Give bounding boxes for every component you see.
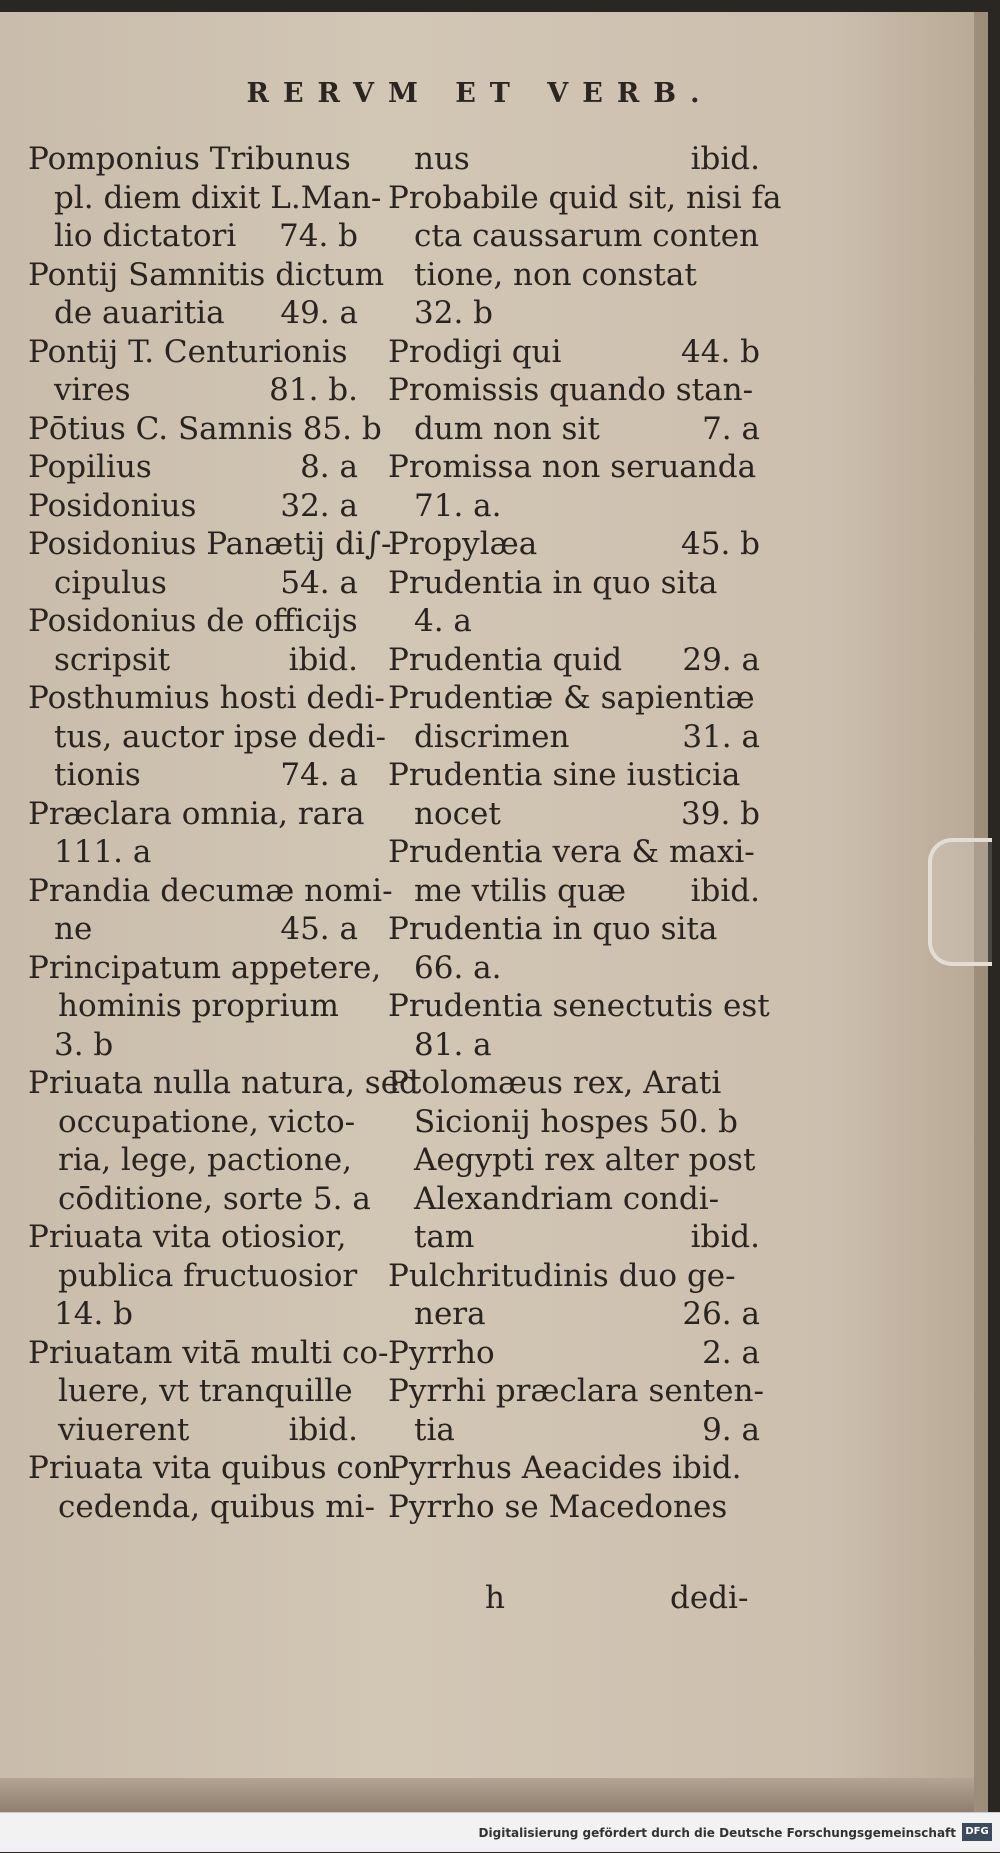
entry-text: Prudentia in quo sita (388, 564, 718, 601)
entry-text: Pontij T. Centurionis (28, 333, 348, 370)
entry-text: 81. a (414, 1026, 492, 1063)
index-entry (28, 294, 358, 333)
entry-text: Propylæa (388, 526, 538, 562)
index-entry (28, 1141, 358, 1180)
index-entry (388, 1064, 760, 1103)
index-entry (388, 448, 760, 487)
index-entry (28, 987, 358, 1026)
entry-text: Promissis quando stan- (388, 372, 754, 408)
index-entry (28, 602, 358, 641)
entry-page-ref: 9. a (702, 1411, 760, 1448)
entry-text: vires (54, 372, 131, 408)
entry-text: 3. b (54, 1026, 114, 1063)
entry-page-ref: 29. a (682, 641, 760, 678)
entry-page-ref: ibid. (690, 141, 760, 177)
entry-page-ref: ibid. (288, 641, 358, 678)
index-entry (28, 564, 358, 603)
entry-page-ref: 74. a (280, 757, 358, 793)
index-entry (28, 718, 386, 757)
entry-text: Prandia decumæ nomi- (28, 872, 393, 909)
entry-page-ref: ibid. (690, 1219, 760, 1255)
entry-text: Pōtius C. Samnis 85. b (28, 410, 382, 447)
entry-text: Principatum appetere, (28, 949, 382, 986)
index-entry (388, 1026, 760, 1065)
entry-text: Priuata nulla natura, sed (28, 1065, 419, 1101)
entry-text: viuerent (58, 1411, 190, 1448)
index-entry (28, 487, 358, 526)
index-entry (28, 256, 385, 295)
entry-text: dum non sit (414, 410, 600, 447)
entry-text: Posidonius Panætij di∫- (28, 526, 392, 562)
entry-page-ref: 8. a (300, 449, 358, 485)
index-entry (28, 795, 365, 834)
index-entry (388, 217, 760, 256)
index-entry (388, 1411, 760, 1450)
entry-page-ref: 2. a (702, 1334, 760, 1371)
index-entry (388, 1372, 764, 1411)
entry-text: occupatione, victo- (58, 1103, 356, 1140)
index-entry (28, 1026, 358, 1065)
entry-text: 4. a (414, 603, 472, 639)
index-entry (388, 410, 760, 449)
index-entry (388, 1257, 760, 1296)
entry-text: Posthumius hosti dedi- (28, 680, 385, 716)
entry-text: Prudentia quid (388, 641, 623, 678)
entry-page-ref: 45. a (280, 911, 358, 947)
index-entry (388, 1141, 760, 1180)
index-entry (28, 217, 358, 256)
entry-text: 32. b (414, 295, 493, 331)
digitization-footer (0, 1812, 1000, 1852)
index-entry (28, 410, 382, 449)
entry-text: cōditione, sorte 5. a (58, 1180, 371, 1217)
entry-text: ne (54, 911, 93, 947)
index-entry (388, 525, 760, 564)
entry-page-ref: ibid. (288, 1411, 358, 1448)
index-entry (388, 487, 760, 526)
index-entry (388, 833, 760, 872)
entry-text: de auaritia (54, 295, 225, 331)
entry-page-ref: 39. b (681, 795, 760, 832)
index-entry (28, 371, 358, 410)
entry-text: 14. b (54, 1296, 133, 1332)
index-entry (28, 1180, 371, 1219)
index-entry (388, 641, 760, 680)
index-entry (388, 718, 760, 757)
entry-text: tione, non constat (414, 256, 697, 293)
index-entry (28, 679, 385, 718)
entry-text: discrimen (414, 718, 570, 755)
entry-text: Priuata vita quibus con (28, 1450, 393, 1486)
entry-text: Pontij Samnitis dictum (28, 256, 385, 293)
entry-text: cta caussarum conten (414, 218, 760, 254)
entry-text: Posidonius de officijs (28, 603, 358, 639)
entry-text: Prudentia in quo sita (388, 911, 718, 947)
index-entry (388, 371, 760, 410)
entry-text: me vtilis quæ (414, 872, 627, 909)
entry-text: Præclara omnia, rara (28, 795, 365, 832)
index-entry (28, 1103, 358, 1142)
entry-text: Pyrrho se Macedones (388, 1488, 728, 1525)
entry-text: tam (414, 1219, 475, 1255)
entry-text: Posidonius (28, 487, 197, 524)
entry-text: nera (414, 1296, 486, 1332)
index-entry (388, 602, 760, 641)
index-entry (28, 179, 382, 218)
index-entry (28, 1449, 393, 1488)
entry-text: Prudentiæ & sapientiæ (388, 680, 755, 716)
entry-text: Pomponius Tribunus (28, 141, 351, 177)
entry-text: tionis (54, 757, 141, 793)
index-entry (388, 756, 760, 795)
signature-line (0, 1580, 990, 1616)
index-entry (28, 756, 358, 795)
entry-text: Prodigi qui (388, 333, 562, 370)
index-entry (388, 795, 760, 834)
index-entry (28, 1488, 375, 1527)
entry-page-ref: ibid. (690, 872, 760, 909)
entry-text: Prudentia senectutis est (388, 988, 770, 1024)
entry-text: Sicionij hospes 50. b (414, 1103, 738, 1140)
index-entry (388, 256, 760, 295)
entry-text: Prudentia vera & maxi- (388, 834, 755, 870)
index-entry (388, 1334, 760, 1373)
index-entry (28, 833, 358, 872)
index-entry (28, 872, 393, 911)
index-entry (388, 1295, 760, 1334)
entry-text: Probabile quid sit, nisi fa (388, 179, 782, 216)
entry-text: ria, lege, pactione, (58, 1142, 352, 1178)
entry-text: hominis proprium (58, 988, 339, 1024)
entry-page-ref: 44. b (681, 333, 760, 370)
entry-text: Ptolomæus rex, Arati (388, 1065, 722, 1101)
index-entry (388, 949, 760, 988)
signature-mark: h (485, 1580, 505, 1616)
entry-page-ref: 54. a (280, 564, 358, 601)
entry-page-ref: 74. b (279, 218, 358, 254)
entry-text: 111. a (54, 834, 152, 870)
index-entry (28, 1334, 389, 1373)
entry-text: Prudentia sine iusticia (388, 757, 741, 793)
dfg-logo: DFG (962, 1823, 992, 1841)
entry-text: Priuata vita otiosior, (28, 1219, 347, 1255)
entry-page-ref: 26. a (682, 1296, 760, 1332)
entry-text: scripsit (54, 641, 171, 678)
index-entry (388, 1103, 760, 1142)
index-entry (388, 333, 760, 372)
index-entry (388, 1218, 760, 1257)
entry-text: Aegypti rex alter post (414, 1142, 756, 1178)
entry-text: cipulus (54, 564, 167, 601)
entry-text: luere, vt tranquille (58, 1373, 353, 1409)
entry-text: nocet (414, 795, 501, 832)
index-entry (28, 1295, 358, 1334)
entry-page-ref: 49. a (280, 295, 358, 331)
index-entry (388, 679, 760, 718)
index-entry (28, 525, 392, 564)
index-entry (28, 1411, 358, 1450)
book-clasp (928, 838, 992, 966)
index-entry (28, 910, 358, 949)
left-index-column (28, 140, 419, 1526)
entry-text: pl. diem dixit L.Man- (54, 179, 382, 216)
index-entry (28, 641, 358, 680)
entry-text: publica fructuosior (58, 1257, 358, 1294)
index-entry (28, 140, 358, 179)
entry-text: tus, auctor ipse dedi- (54, 718, 386, 755)
index-entry (388, 1449, 760, 1488)
entry-text: Popilius (28, 449, 152, 485)
entry-page-ref: 7. a (702, 410, 760, 447)
entry-text: lio dictatori (54, 218, 237, 254)
entry-text: tia (414, 1411, 455, 1448)
index-entry (28, 448, 358, 487)
right-index-column (388, 140, 782, 1526)
index-entry (388, 872, 760, 911)
entry-text: Alexandriam condi- (414, 1180, 720, 1217)
index-entry (388, 179, 782, 218)
book-page (0, 12, 988, 1812)
catchword: dedi- (670, 1580, 749, 1616)
entry-text: 66. a. (414, 949, 502, 986)
entry-text: cedenda, quibus mi- (58, 1488, 375, 1525)
page-bottom-edge (0, 1778, 974, 1812)
index-entry (388, 1180, 760, 1219)
index-entry (388, 564, 760, 603)
entry-text: Pyrrhus Aeacides ibid. (388, 1450, 742, 1486)
entry-text: 71. a. (414, 487, 502, 524)
entry-text: Pyrrho (388, 1334, 495, 1371)
index-entry (28, 1257, 358, 1296)
entry-page-ref: 45. b (681, 526, 760, 562)
index-entry (28, 1218, 358, 1257)
entry-text: Priuatam vitā multi co- (28, 1334, 389, 1371)
index-entry (28, 333, 358, 372)
index-entry (388, 910, 760, 949)
entry-text: nus (414, 141, 470, 177)
running-header: RERVM ET VERB. (246, 78, 714, 109)
index-entry (388, 140, 760, 179)
entry-text: Pulchritudinis duo ge- (388, 1257, 736, 1294)
index-entry (28, 949, 382, 988)
entry-text: Pyrrhi præclara senten- (388, 1373, 764, 1409)
entry-page-ref: 81. b. (269, 372, 358, 408)
index-entry (388, 1488, 760, 1527)
entry-text: Promissa non seruanda (388, 449, 757, 485)
footer-credit: Digitalisierung gefördert durch die Deutsche Forschungsgemeinschaft (478, 1826, 956, 1840)
entry-page-ref: 31. a (682, 718, 760, 755)
index-entry (28, 1372, 358, 1411)
index-entry (388, 987, 770, 1026)
entry-page-ref: 32. a (280, 487, 358, 524)
index-entry (388, 294, 760, 333)
index-entry (28, 1064, 419, 1103)
